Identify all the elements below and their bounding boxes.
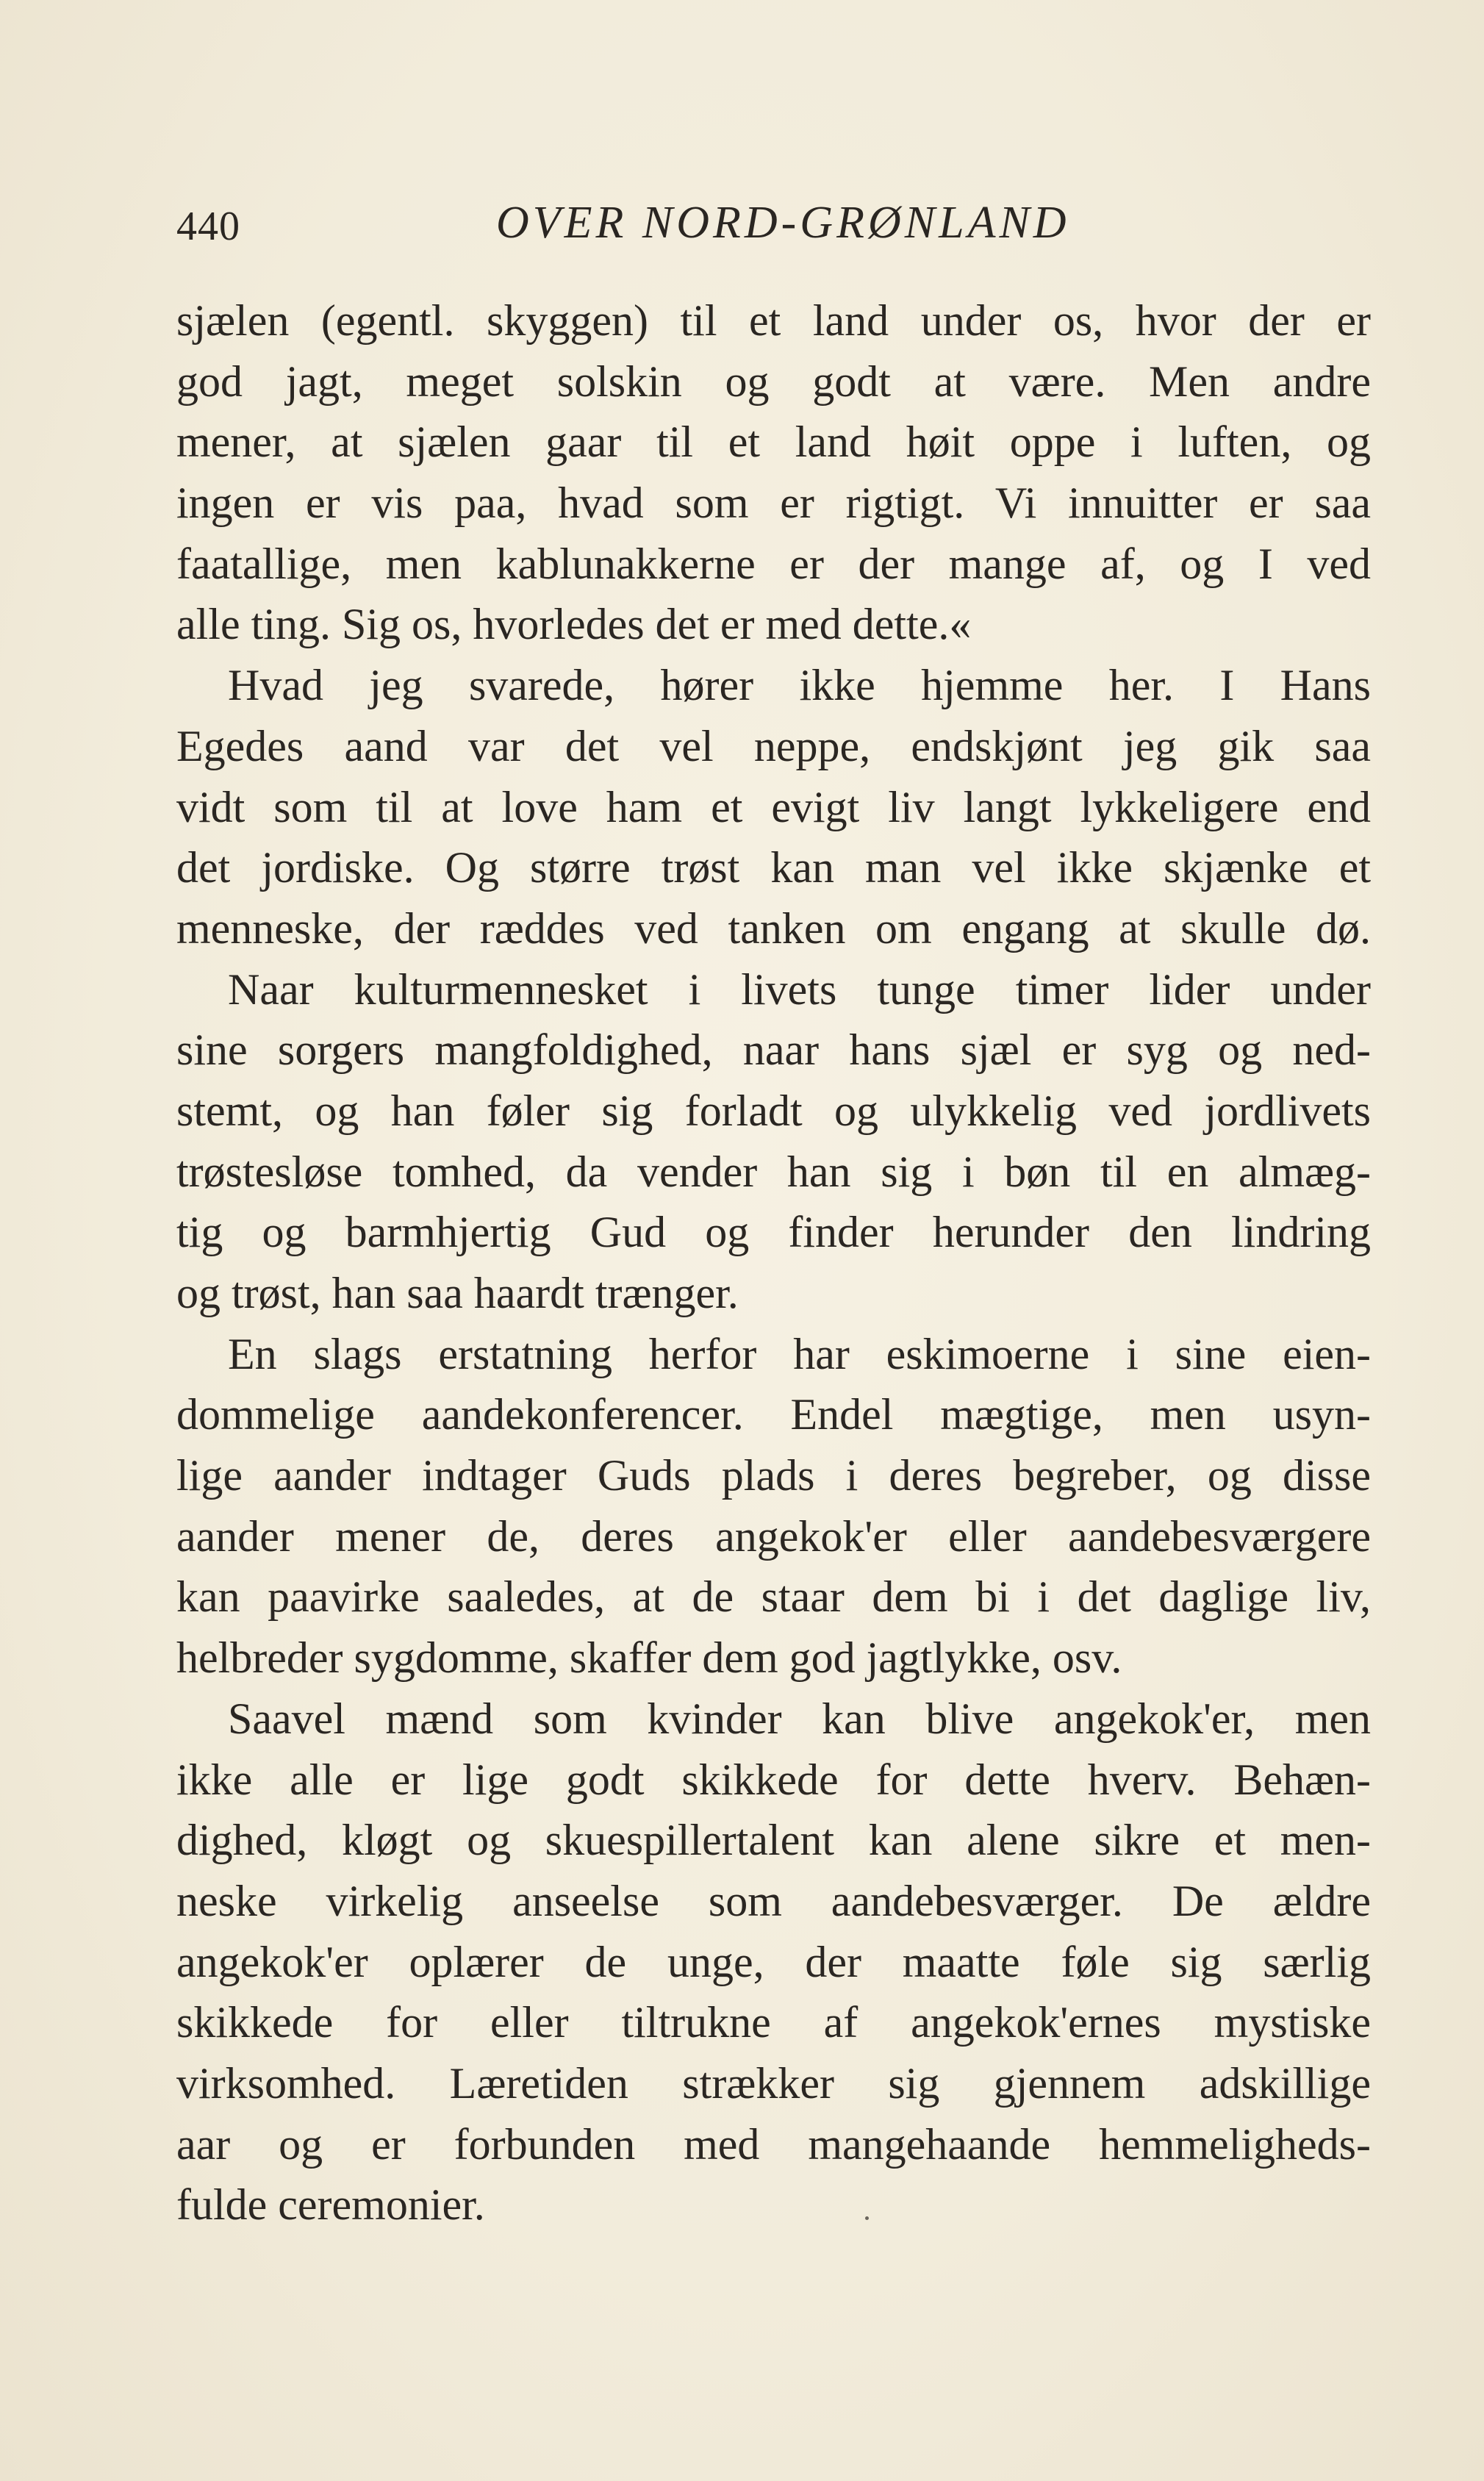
text-line: dommelige aandekonferencer. Endel mægtige, men usyn- xyxy=(176,1390,1371,1439)
text-line: fulde ceremonier. xyxy=(176,2180,485,2230)
text-line: sjælen (egentl. skyggen) til et land under os, hvor der er xyxy=(176,296,1371,345)
text-line: det jordiske. Og større trøst kan man vel ikke skjænke et xyxy=(176,843,1371,892)
text-line: aander mener de, deres angekok'er eller aandebesværgere xyxy=(176,1511,1371,1561)
text-line: vidt som til at love ham et evigt liv langt lykkeligere end xyxy=(176,782,1371,831)
text-line: mener, at sjælen gaar til et land høit oppe i luften, og xyxy=(176,418,1371,467)
text-line: god jagt, meget solskin og godt at være. Men andre xyxy=(176,357,1371,406)
text-line: helbreder sygdomme, skaffer dem god jagtlykke, osv. xyxy=(176,1633,1122,1683)
text-line: faatallige, men kablunakkerne er der mange af, og I ved xyxy=(176,539,1371,588)
text-line: Hvad jeg svarede, hører ikke hjemme her. I Hans xyxy=(228,661,1371,710)
text-line: ikke alle er lige godt skikkede for dette hverv. Behæn- xyxy=(176,1755,1371,1804)
text-line: Saavel mænd som kvinder kan blive angekok'er, men xyxy=(228,1694,1371,1743)
body-text xyxy=(176,290,1371,2235)
text-line: neske virkelig anseelse som aandebesværger. De ældre xyxy=(176,1876,1371,1925)
text-line: og trøst, han saa haardt trænger. xyxy=(176,1269,739,1317)
text-line: trøstesløse tomhed, da vender han sig i bøn til en almæg- xyxy=(176,1147,1371,1196)
text-line: virksomhed. Læretiden strækker sig gjennem adskillige xyxy=(176,2058,1371,2108)
text-line: tig og barmhjertig Gud og finder herunder den lindring xyxy=(176,1208,1371,1257)
text-line: ingen er vis paa, hvad som er rigtigt. Vi innuitter er saa xyxy=(176,479,1371,528)
text-line: lige aander indtager Guds plads i deres begreber, og disse xyxy=(176,1451,1371,1500)
text-line: sine sorgers mangfoldighed, naar hans sjæl er syg og ned- xyxy=(176,1025,1371,1075)
text-line: Egedes aand var det vel neppe, endskjønt jeg gik saa xyxy=(176,721,1371,770)
text-line: aar og er forbunden med mangehaande hemmeligheds- xyxy=(176,2119,1371,2169)
page-number: 440 xyxy=(176,204,240,249)
running-head xyxy=(176,197,1382,263)
text-line: kan paavirke saaledes, at de staar dem bi i det daglige liv, xyxy=(176,1572,1371,1622)
text-line: En slags erstatning herfor har eskimoerne i sine eien- xyxy=(228,1329,1371,1378)
text-line: skikkede for eller tiltrukne af angekok'ernes mystiske xyxy=(176,1998,1371,2047)
ink-speck xyxy=(865,2216,869,2220)
text-line: stemt, og han føler sig forladt og ulykkelig ved jordlivets xyxy=(176,1086,1371,1135)
text-line: menneske, der ræddes ved tanken om engang at skulle dø. xyxy=(176,903,1371,953)
text-line: alle ting. Sig os, hvorledes det er med dette.« xyxy=(176,600,972,649)
running-title: OVER NORD-GRØNLAND xyxy=(496,198,1070,248)
text-line: angekok'er oplærer de unge, der maatte føle sig særlig xyxy=(176,1937,1371,1986)
text-line: Naar kulturmennesket i livets tunge timer lider under xyxy=(228,964,1371,1014)
text-line: dighed, kløgt og skuespillertalent kan alene sikre et men- xyxy=(176,1816,1371,1865)
